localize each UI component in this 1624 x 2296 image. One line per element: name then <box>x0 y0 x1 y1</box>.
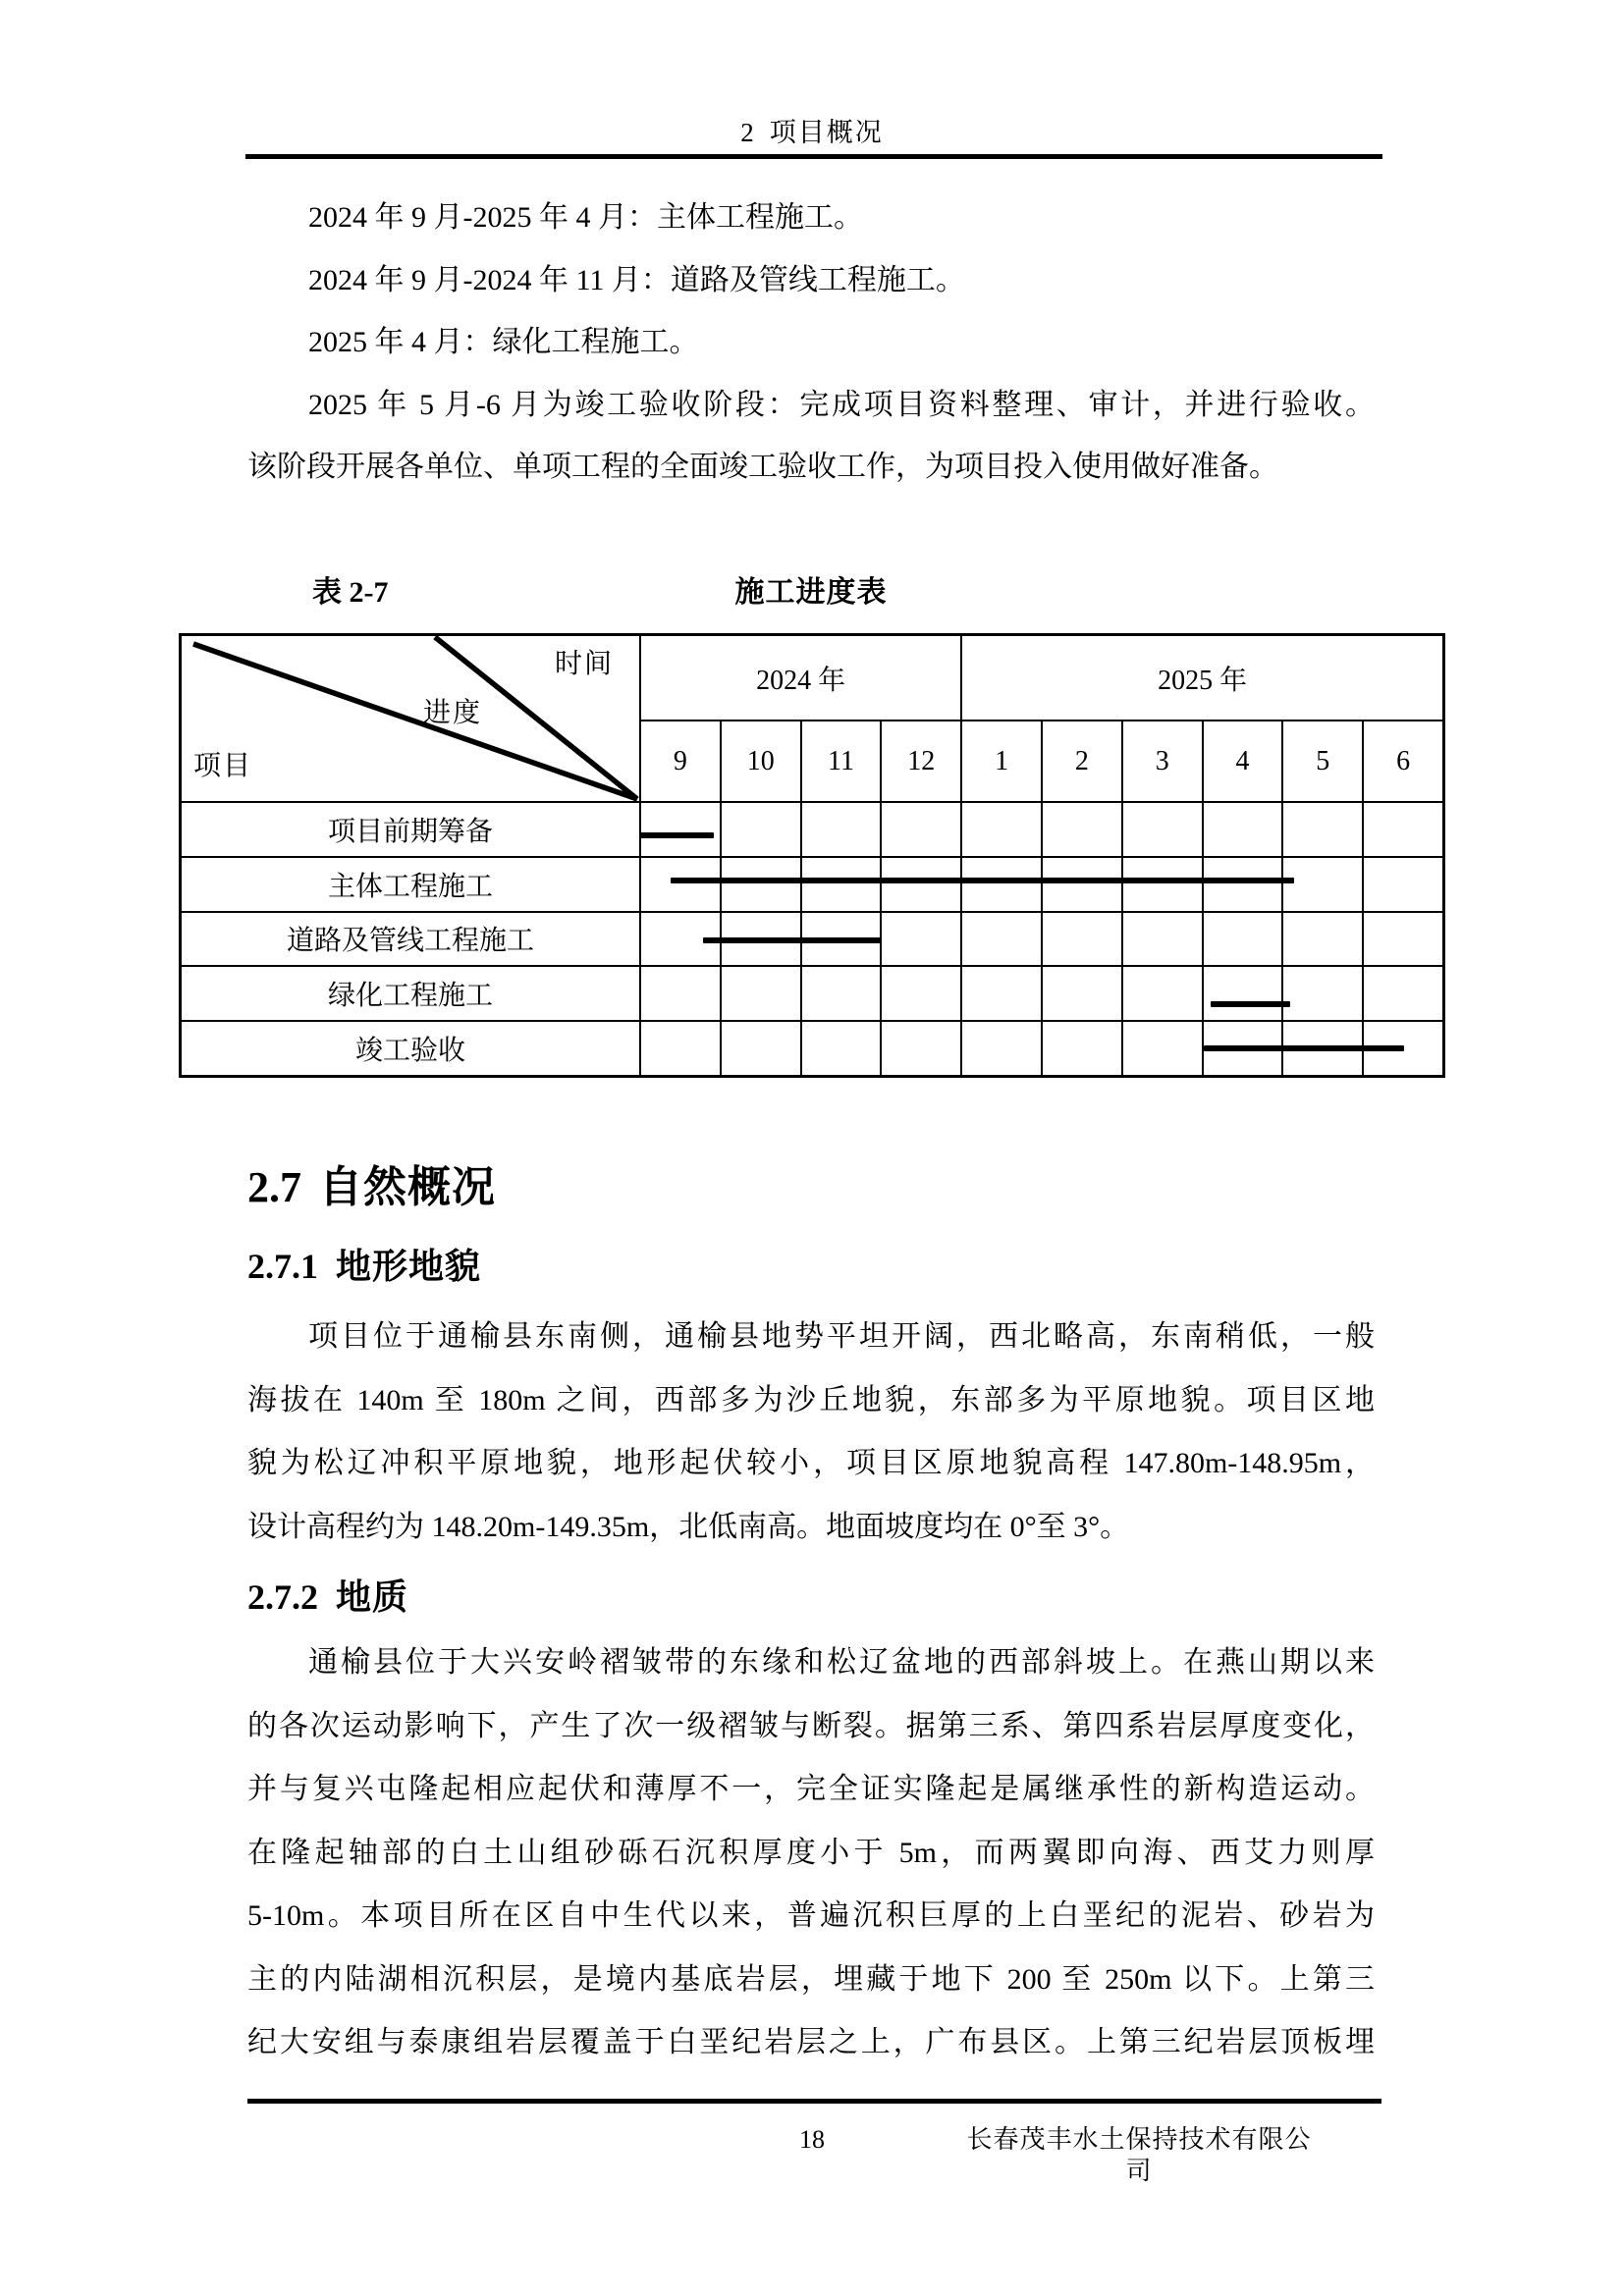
section-title: 自然概况 <box>319 1163 496 1211</box>
gantt-table <box>179 633 1445 1078</box>
schedule-paragraphs <box>247 187 1375 499</box>
page-header-number: 2 <box>740 118 756 147</box>
text-line: 的各次运动影响下，产生了次一级褶皱与断裂。据第三系、第四系岩层厚度变化， <box>247 1709 1375 1742</box>
text-line: 主的内陆湖相沉积层，是境内基底岩层，埋藏于地下 200 至 250m 以下。上第三 <box>247 1962 1375 1996</box>
year-header-2025: 2025 年 <box>960 636 1442 720</box>
corner-label-time: 时间 <box>555 649 615 679</box>
section-number: 2.7.1 <box>247 1247 318 1286</box>
text-line: 项目位于通榆县东南侧，通榆县地势平坦开阔，西北略高，东南稍低，一般 <box>308 1320 1375 1353</box>
gantt-bar <box>1211 1001 1291 1007</box>
section-number: 2.7 <box>247 1163 301 1211</box>
section-heading-2-7 <box>247 1162 496 1213</box>
text-line: 2025 年 5 月-6 月为竣工验收阶段：完成项目资料整理、审计，并进行验收。 <box>308 388 1375 421</box>
section-number: 2.7.2 <box>247 1577 318 1617</box>
text-line: 貌为松辽冲积平原地貌，地形起伏较小，项目区原地貌高程 147.80m-148.95m， <box>247 1447 1375 1479</box>
corner-label-progress: 进度 <box>423 698 483 728</box>
gantt-row-label: 绿化工程施工 <box>182 965 639 1020</box>
gantt-row-label: 竣工验收 <box>182 1020 639 1075</box>
corner-label-project: 项目 <box>193 751 253 781</box>
table-caption-title: 施工进度表 <box>734 576 888 609</box>
month-cell: 1 <box>960 720 1041 801</box>
text-line: 海拔在 140m 至 180m 之间，西部多为沙丘地貌，东部多为平原地貌。项目区地 <box>247 1383 1375 1416</box>
gantt-bar <box>639 832 714 838</box>
gantt-bar <box>671 878 1295 883</box>
paragraph-road-pipeline: 2024 年 9 月-2024 年 11 月：道路及管线工程施工。 <box>308 263 965 296</box>
month-cell: 9 <box>639 720 720 801</box>
month-cell: 6 <box>1362 720 1442 801</box>
month-cell: 5 <box>1281 720 1362 801</box>
section-heading-2-7-2 <box>247 1575 408 1620</box>
section-title: 地质 <box>336 1577 409 1617</box>
month-cell: 12 <box>880 720 960 801</box>
text-line: 通榆县位于大兴安岭褶皱带的东缘和松辽盆地的西部斜坡上。在燕山期以来 <box>308 1646 1375 1679</box>
section-2-7-1-body <box>247 1306 1375 1559</box>
footer-rule <box>247 2099 1381 2104</box>
paragraph-greening: 2025 年 4 月：绿化工程施工。 <box>308 326 699 358</box>
paragraph-main-works: 2024 年 9 月-2025 年 4 月：主体工程施工。 <box>308 201 863 234</box>
gantt-row-label: 主体工程施工 <box>182 856 639 911</box>
text-line: 设计高程约为 148.20m-149.35m，北低南高。地面坡度均在 0°至 3°。 <box>247 1510 1130 1543</box>
gantt-bar <box>1204 1045 1404 1051</box>
text-line: 纪大安组与泰康组岩层覆盖于白垩纪岩层之上，广布县区。上第三纪岩层顶板埋 <box>247 2026 1375 2058</box>
gantt-bar <box>703 937 882 943</box>
table-caption-label: 表 2-7 <box>312 576 389 609</box>
section-title: 地形地貌 <box>336 1247 482 1286</box>
text-line: 5-10m。本项目所在区自中生代以来，普遍沉积巨厚的上白垩纪的泥岩、砂岩为 <box>247 1899 1375 1932</box>
footer-company: 长春茂丰水土保持技术有限公司 <box>966 2125 1312 2185</box>
gantt-bars-layer <box>182 636 1442 1075</box>
month-cell: 11 <box>800 720 881 801</box>
text-line: 该阶段开展各单位、单项工程的全面竣工验收工作，为项目投入使用做好准备。 <box>247 451 1278 483</box>
text-line: 在隆起轴部的白土山组砂砾石沉积厚度小于 5m，而两翼即向海、西艾力则厚 <box>247 1836 1375 1869</box>
table-caption <box>247 575 1375 611</box>
gantt-row-label: 项目前期筹备 <box>182 801 639 856</box>
paragraph-acceptance <box>247 374 1375 499</box>
header-rule <box>245 154 1382 159</box>
section-2-7-2-body <box>247 1631 1375 2075</box>
page-header-title: 项目概况 <box>769 118 884 147</box>
month-cell: 4 <box>1202 720 1282 801</box>
year-header-2024: 2024 年 <box>639 636 960 720</box>
text-line: 并与复兴屯隆起相应起伏和薄厚不一，完全证实隆起是属继承性的新构造运动。 <box>247 1773 1375 1805</box>
page-header <box>0 116 1624 149</box>
footer-page-number: 18 <box>799 2125 825 2154</box>
month-cell: 2 <box>1041 720 1121 801</box>
month-cell: 10 <box>720 720 800 801</box>
section-heading-2-7-1 <box>247 1244 481 1289</box>
gantt-row-label: 道路及管线工程施工 <box>182 911 639 966</box>
month-cell: 3 <box>1121 720 1202 801</box>
